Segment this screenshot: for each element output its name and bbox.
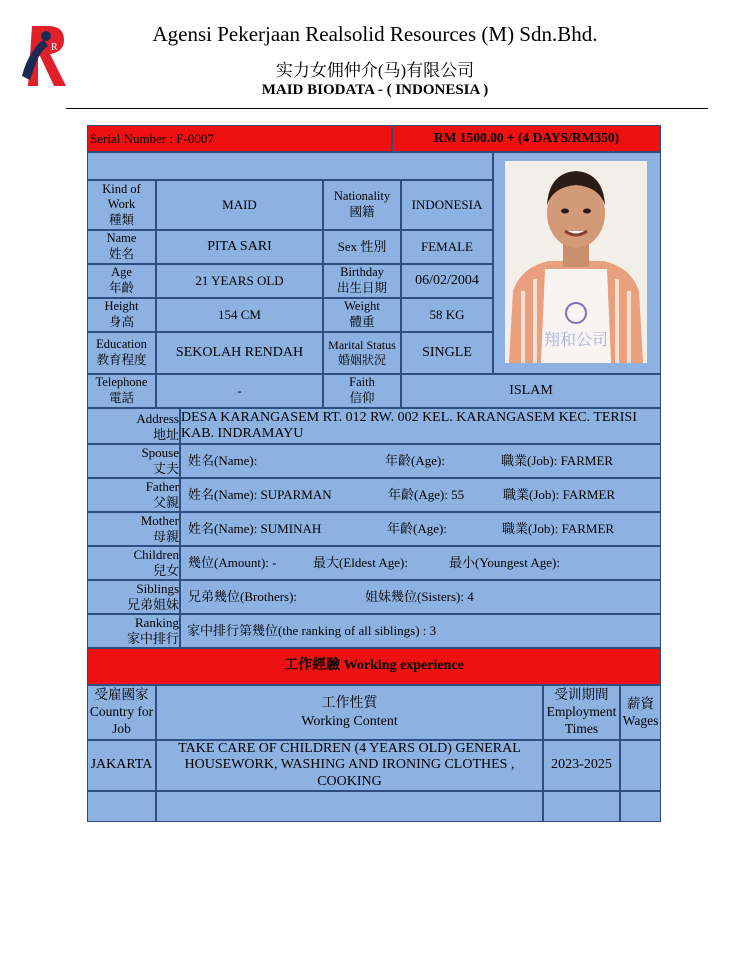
siblings-row: 兄弟幾位(Brothers): 姐妹幾位(Sisters): 4 — [180, 580, 661, 614]
company-chinese-name: 实力女佣仲介(马)有限公司 — [275, 61, 475, 80]
name-label: Name 姓名 — [87, 230, 156, 264]
experience-content: TAKE CARE OF CHILDREN (4 YEARS OLD) GENERAL HOUSEWORK, WASHING AND IRONING CLOTHES , COOKING — [156, 740, 543, 791]
content-header: 工作性質 Working Content — [156, 685, 543, 740]
spouse-row: 姓名(Name): 年齡(Age): 職業(Job): FARMER — [180, 444, 661, 478]
ranking-value: 家中排行第幾位(the ranking of all siblings) : 3 — [180, 614, 661, 648]
age-value: 21 YEARS OLD — [156, 264, 323, 298]
nationality-value: INDONESIA — [401, 180, 493, 230]
logo-letter: R — [51, 42, 58, 53]
education-label: Education 教育程度 — [87, 332, 156, 374]
siblings-label: Siblings 兄弟姐妹 — [87, 580, 180, 614]
marital-status-value: SINGLE — [401, 332, 493, 374]
faith-value: ISLAM — [401, 374, 661, 408]
experience-wages-empty — [620, 791, 661, 822]
spouse-label: Spouse 丈夫 — [87, 444, 180, 478]
address-label: Address 地址 — [87, 408, 180, 444]
price-label: RM 1500.00 + (4 DAYS/RM350) — [392, 125, 661, 152]
nationality-label: Nationality 國籍 — [323, 180, 401, 230]
mother-row: 姓名(Name): SUMINAH 年齡(Age): 職業(Job): FARMER — [180, 512, 661, 546]
experience-content-empty — [156, 791, 543, 822]
country-header: 受雇國家 Country for Job — [87, 685, 156, 740]
birthday-label: Birthday 出生日期 — [323, 264, 401, 298]
ranking-label: Ranking 家中排行 — [87, 614, 180, 648]
experience-period-empty — [543, 791, 620, 822]
height-value: 154 CM — [156, 298, 323, 332]
experience-wages — [620, 740, 661, 791]
serial-number: Serial Number : F-0007 — [87, 125, 392, 152]
experience-country-empty — [87, 791, 156, 822]
maid-photo — [505, 161, 647, 363]
height-label: Height 身高 — [87, 298, 156, 332]
photo-watermark: 翔和公司 — [543, 330, 609, 349]
address-value: DESA KARANGASEM RT. 012 RW. 002 KEL. KARANGASEM KEC. TERISI KAB. INDRAMAYU — [180, 408, 661, 444]
education-value: SEKOLAH RENDAH — [156, 332, 323, 374]
father-label: Father 父親 — [87, 478, 180, 512]
kind-of-work-label: Kind of Work 種類 — [87, 180, 156, 230]
telephone-label: Telephone 電話 — [87, 374, 156, 408]
birthday-value: 06/02/2004 — [401, 264, 493, 298]
profile-blank-row — [87, 152, 493, 180]
experience-country: JAKARTA — [87, 740, 156, 791]
weight-label: Weight 體重 — [323, 298, 401, 332]
marital-status-label: Marital Status 婚姻狀況 — [323, 332, 401, 374]
period-header: 受训期間 Employment Times — [543, 685, 620, 740]
experience-title: 工作經驗 Working experience — [87, 648, 661, 685]
sex-label: Sex 性別 — [323, 230, 401, 264]
document-title: MAID BIODATA - ( INDONESIA ) — [261, 82, 489, 98]
age-label: Age 年齡 — [87, 264, 156, 298]
company-name: Agensi Pekerjaan Realsolid Resources (M) Sdn.Bhd. — [152, 22, 598, 46]
telephone-value: - — [156, 374, 323, 408]
father-row: 姓名(Name): SUPARMAN 年齡(Age): 55 職業(Job): FARMER — [180, 478, 661, 512]
name-value: PITA SARI — [156, 230, 323, 264]
children-label: Children 兒女 — [87, 546, 180, 580]
kind-of-work-value: MAID — [156, 180, 323, 230]
wages-header: 薪資 Wages — [620, 685, 661, 740]
faith-label: Faith 信仰 — [323, 374, 401, 408]
header-divider — [66, 108, 708, 109]
children-row: 幾位(Amount): - 最大(Eldest Age): 最小(Youngest Age): — [180, 546, 661, 580]
mother-label: Mother 母親 — [87, 512, 180, 546]
weight-value: 58 KG — [401, 298, 493, 332]
sex-value: FEMALE — [401, 230, 493, 264]
experience-period: 2023-2025 — [543, 740, 620, 791]
